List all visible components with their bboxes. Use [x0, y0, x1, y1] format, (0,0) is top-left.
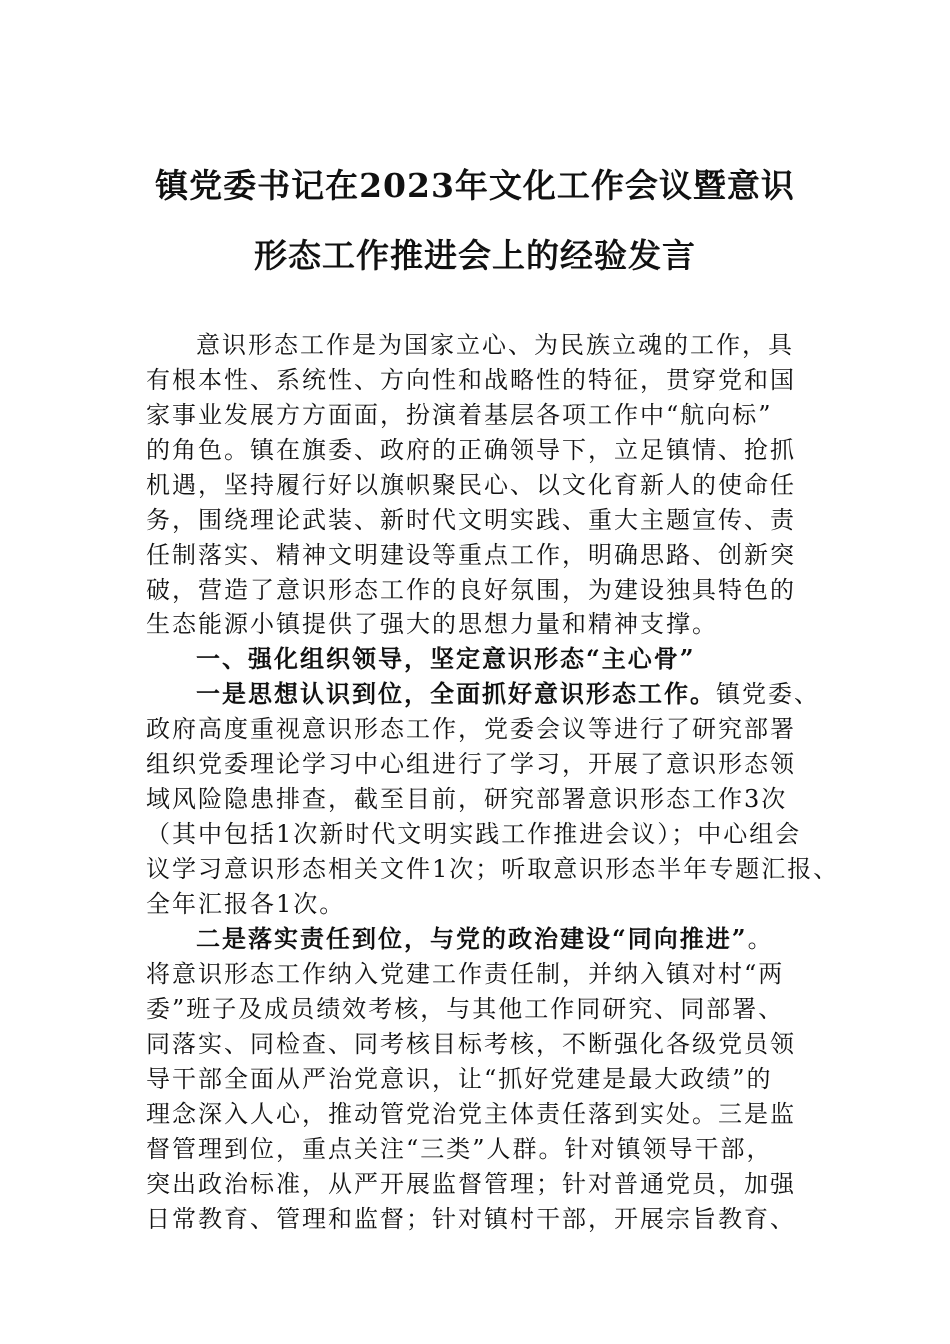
section-heading: 一、强化组织领导，坚定意识形态“主心骨”: [196, 644, 696, 673]
body-line: 的角色。镇在旗委、政府的正确领导下，立足镇情、抢抓: [146, 436, 796, 464]
document-title-line-1: 镇党委书记在2023年文化工作会议暨意识: [155, 166, 795, 205]
body-line: 家事业发展方方面面，扮演着基层各项工作中“航向标”: [146, 401, 773, 429]
body-line: 机遇，坚持履行好以旗帜聚民心、以文化育新人的使命任: [146, 471, 796, 499]
body-line: 破，营造了意识形态工作的良好氛围，为建设独具特色的: [146, 576, 796, 604]
document-title-line-2: 形态工作推进会上的经验发言: [254, 236, 696, 275]
body-line: 域风险隐患排查，截至目前，研究部署意识形态工作3次: [146, 785, 788, 813]
body-line: 理念深入人心，推动管党治党主体责任落到实处。三是监: [146, 1100, 796, 1128]
body-line: 将意识形态工作纳入党建工作责任制，并纳入镇对村“两: [146, 960, 785, 988]
body-line: 督管理到位，重点关注“三类”人群。针对镇领导干部，: [146, 1135, 773, 1163]
body-line: 同落实、同检查、同考核目标考核，不断强化各级党员领: [146, 1030, 796, 1058]
body-line: 务，围绕理论武装、新时代文明实践、重大主题宣传、责: [146, 506, 796, 534]
body-line: 导干部全面从严治党意识，让“抓好党建是最大政绩”的: [146, 1065, 773, 1093]
body-line: 政府高度重视意识形态工作，党委会议等进行了研究部署: [146, 715, 796, 743]
lead-normal-text: 镇党委、: [716, 680, 820, 708]
body-line: 全年汇报各1次。: [146, 890, 346, 918]
lead-normal-text: 。: [747, 925, 774, 953]
body-line-mixed: [196, 679, 826, 709]
body-line: 议学习意识形态相关文件1次；听取意识形态半年专题汇报、: [146, 855, 840, 883]
lead-bold-text: 一是思想认识到位，全面抓好意识形态工作。: [196, 679, 716, 708]
body-line: 委”班子及成员绩效考核，与其他工作同研究、同部署、: [146, 995, 785, 1023]
body-line: 有根本性、系统性、方向性和战略性的特征，贯穿党和国: [146, 366, 796, 394]
body-line: 生态能源小镇提供了强大的思想力量和精神支撑。: [146, 610, 718, 638]
body-line: 突出政治标准，从严开展监督管理；针对普通党员，加强: [146, 1170, 796, 1198]
lead-bold-text: 二是落实责任到位，与党的政治建设“同向推进”: [196, 924, 748, 953]
body-line: （其中包括1次新时代文明实践工作推进会议）；中心组会: [146, 820, 802, 848]
body-line: 日常教育、管理和监督；针对镇村干部，开展宗旨教育、: [146, 1205, 796, 1233]
body-line: 任制落实、精神文明建设等重点工作，明确思路、创新突: [146, 541, 796, 569]
body-line-mixed: [196, 924, 826, 954]
body-line: 组织党委理论学习中心组进行了学习，开展了意识形态领: [146, 750, 796, 778]
body-line: 意识形态工作是为国家立心、为民族立魂的工作，具: [196, 331, 794, 359]
